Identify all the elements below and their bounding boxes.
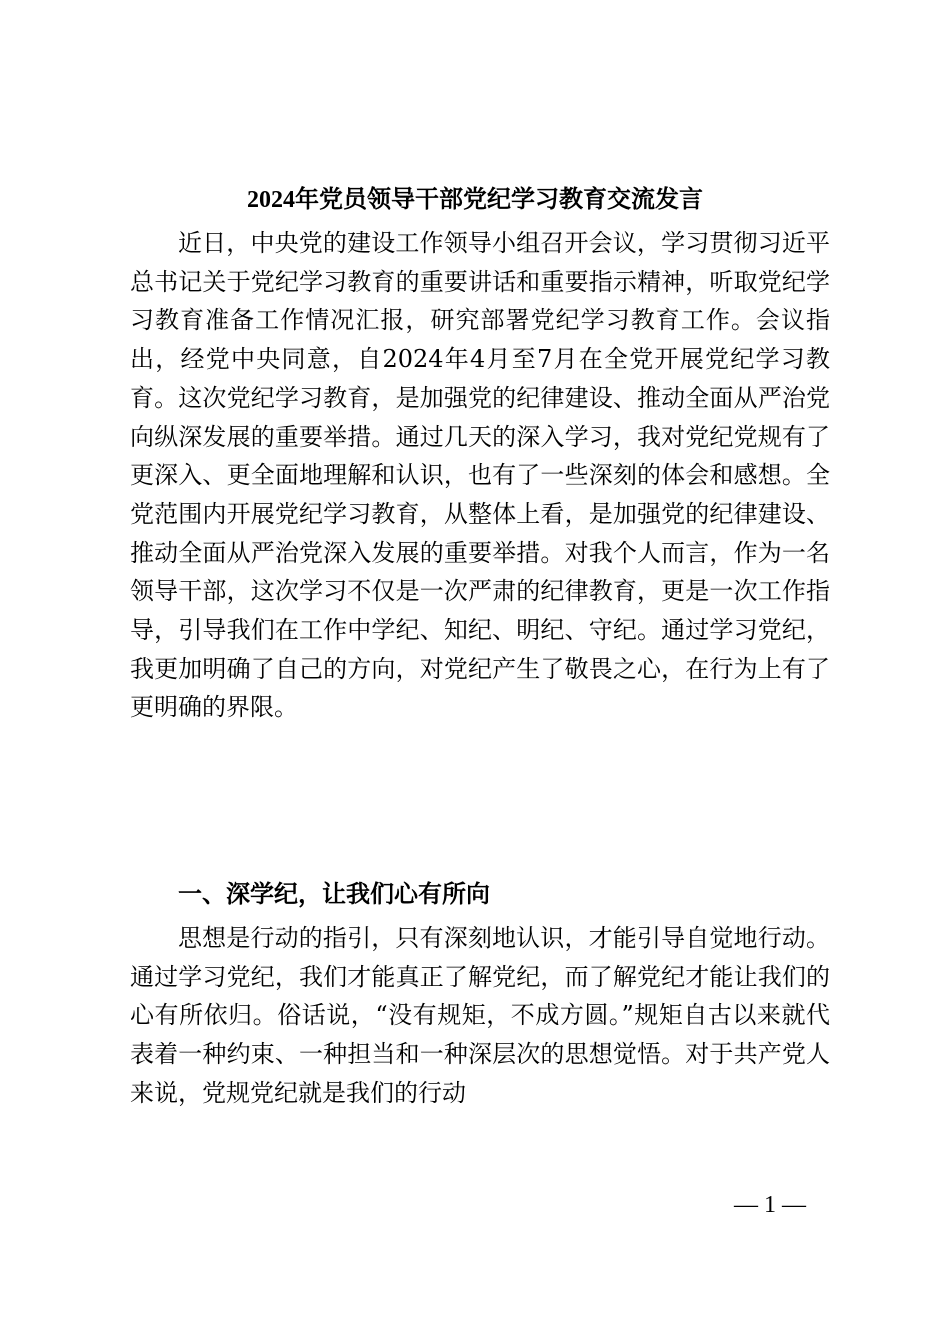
body-paragraph-1: 近日，中央党的建设工作领导小组召开会议，学习贯彻习近平总书记关于党纪学习教育的重要讲话和重要指示精神，听取党纪学习教育准备工作情况汇报，研究部署党纪学习教育工作。会议指出，经党中央同意，自2024年4月至7月在全党开展党纪学习教育。这次党纪学习教育，是加强党的纪律建设、推动全面从严治党向纵深发展的重要举措。通过几天的深入学习，我对党纪党规有了更深入、更全面地理解和认识，也有了一些深刻的体会和感想。全党范围内开展党纪学习教育，从整体上看，是加强党的纪律建设、推动全面从严治党深入发展的重要举措。对我个人而言，作为一名领导干部，这次学习不仅是一次严肃的纪律教育，更是一次工作指导，引导我们在工作中学纪、知纪、明纪、守纪。通过学习党纪，我更加明确了自己的方向，对党纪产生了敬畏之心，在行为上有了更明确的界限。 <box>130 229 830 722</box>
section-heading-1: 一、深学纪，让我们心有所向 <box>178 880 490 908</box>
body-paragraph-2: 思想是行动的指引，只有深刻地认识，才能引导自觉地行动。通过学习党纪，我们才能真正了解党纪，而了解党纪才能让我们的心有所依归。俗话说，“没有规矩，不成方圆。”规矩自古以来就代表着一种约束、一种担当和一种深层次的思想觉悟。对于共产党人来说，党规党纪就是我们的行动 <box>130 924 830 1107</box>
page-number: — 1 — <box>734 1192 806 1218</box>
document-title: 2024年党员领导干部党纪学习教育交流发言 <box>247 187 703 213</box>
